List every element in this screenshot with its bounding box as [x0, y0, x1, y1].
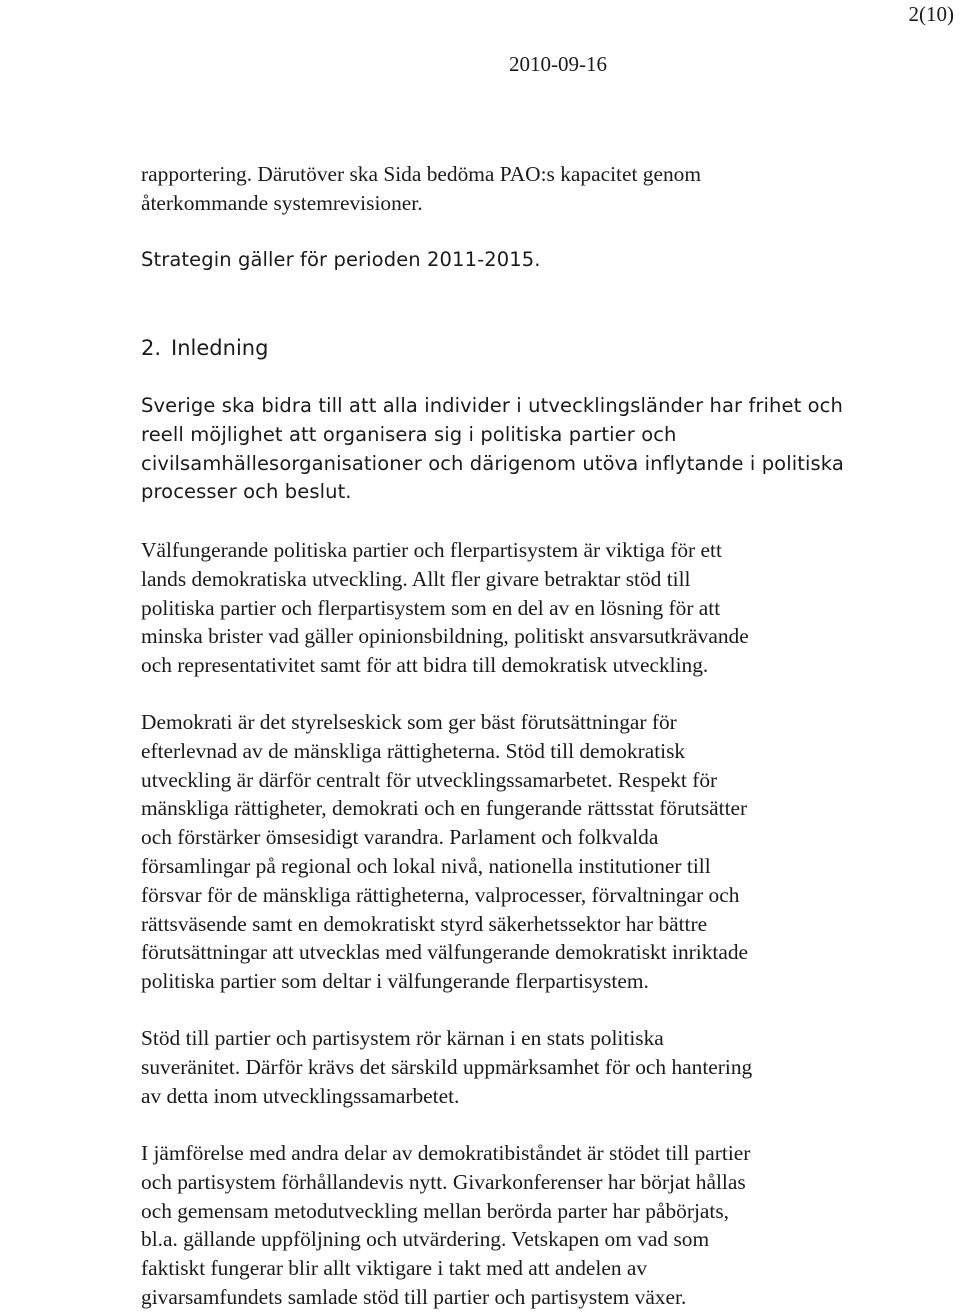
- paragraph-1: [141, 160, 701, 218]
- paragraph-line: Strategin gäller för perioden 2011-2015.: [141, 248, 541, 271]
- paragraph-line: Demokrati är det styrelseskick som ger bäst förutsättningar för: [141, 710, 677, 734]
- paragraph-4: [141, 536, 749, 680]
- paragraph-line: givarsamfundets samlade stöd till partier och partisystem växer.: [141, 1284, 687, 1309]
- paragraph-line: politiska partier som deltar i välfungerande flerpartisystem.: [141, 969, 649, 994]
- paragraph-line: förutsättningar att utvecklas med välfungerande demokratiskt inriktade: [141, 940, 749, 965]
- paragraph-6: [141, 1024, 752, 1110]
- paragraph-line: rättsväsende samt en demokratiskt styrd säkerhetssektor har bättre: [141, 911, 708, 936]
- document-date: 2010-09-16: [509, 52, 607, 76]
- paragraph-line: reell möjlighet att organisera sig i politiska partier och: [141, 422, 677, 446]
- section-title: Inledning: [171, 336, 269, 360]
- paragraph-line: bl.a. gällande uppföljning och utvärdering. Vetskapen om vad som: [141, 1227, 710, 1252]
- paragraph-line: och förstärker ömsesidigt varandra. Parlament och folkvalda: [141, 825, 659, 850]
- section-number: 2.: [141, 336, 162, 360]
- paragraph-line: av detta inom utvecklingssamarbetet.: [141, 1083, 460, 1108]
- page-number: 2(10): [908, 2, 954, 26]
- paragraph-line: suveränitet. Därför krävs det särskild uppmärksamhet för och hantering: [141, 1054, 753, 1079]
- paragraph-2: [141, 246, 541, 275]
- paragraph-line: och gemensam metodutveckling mellan berörda parter har påbörjats,: [141, 1198, 730, 1223]
- paragraph-line: utveckling är därför centralt för utvecklingssamarbetet. Respekt för: [141, 767, 718, 792]
- paragraph-line: rapportering. Därutöver ska Sida bedöma PAO:s kapacitet genom: [141, 162, 701, 186]
- paragraph-line: civilsamhällesorganisationer och därigenom utöva inflytande i politiska: [141, 451, 844, 475]
- paragraph-line: politiska partier och flerpartisystem som en del av en lösning för att: [141, 595, 721, 620]
- paragraph-line: lands demokratiska utveckling. Allt fler givare betraktar stöd till: [141, 566, 691, 591]
- paragraph-line: processer och beslut.: [141, 480, 352, 504]
- paragraph-line: Sverige ska bidra till att alla individer i utvecklingsländer har frihet och: [141, 394, 843, 417]
- section-heading: [141, 334, 268, 363]
- paragraph-line: mänskliga rättigheter, demokrati och en fungerande rättsstat förutsätter: [141, 796, 748, 821]
- paragraph-line: och partisystem förhållandevis nytt. Givarkonferenser har börjat hållas: [141, 1169, 746, 1194]
- paragraph-line: försvar för de mänskliga rättigheterna, valprocesser, förvaltningar och: [141, 882, 740, 907]
- paragraph-line: minska brister vad gäller opinionsbildning, politiskt ansvarsutkrävande: [141, 624, 749, 649]
- paragraph-5: [141, 708, 748, 996]
- paragraph-line: efterlevnad av de mänskliga rättigheterna. Stöd till demokratisk: [141, 738, 686, 763]
- paragraph-line: återkommande systemrevisioner.: [141, 190, 423, 215]
- paragraph-3: [141, 392, 844, 507]
- paragraph-7: [141, 1139, 750, 1312]
- paragraph-line: Välfungerande politiska partier och flerpartisystem är viktiga för ett: [141, 538, 722, 562]
- paragraph-line: faktiskt fungerar blir allt viktigare i takt med att andelen av: [141, 1256, 648, 1281]
- paragraph-line: och representativitet samt för att bidra till demokratisk utveckling.: [141, 653, 709, 678]
- paragraph-line: församlingar på regional och lokal nivå, nationella institutioner till: [141, 853, 711, 878]
- paragraph-line: Stöd till partier och partisystem rör kärnan i en stats politiska: [141, 1026, 664, 1050]
- paragraph-line: I jämförelse med andra delar av demokratibiståndet är stödet till partier: [141, 1141, 751, 1165]
